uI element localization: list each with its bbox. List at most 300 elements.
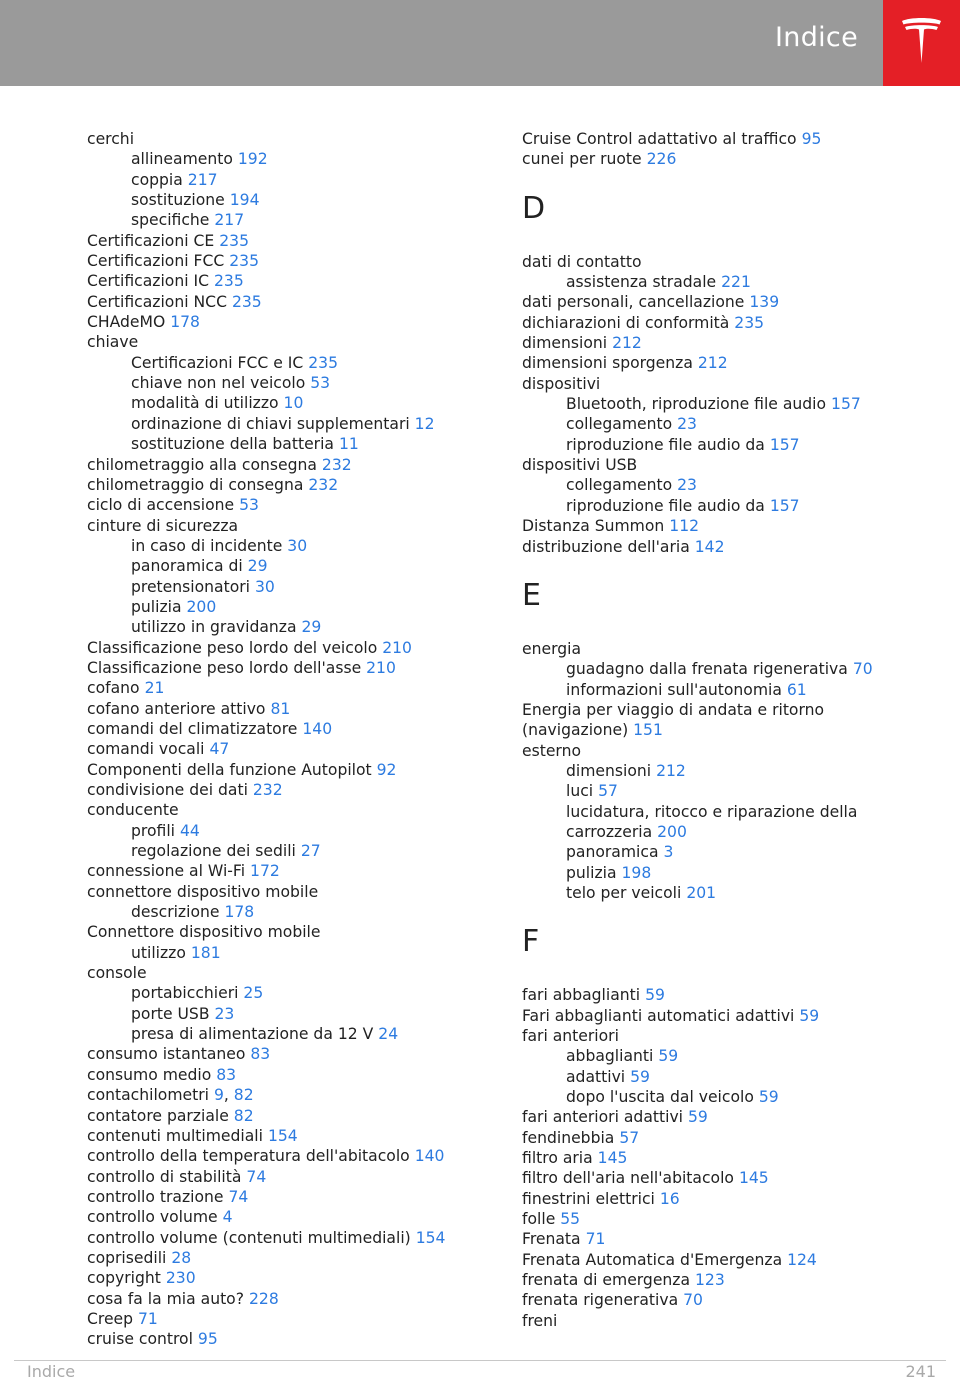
index-term: panoramica	[566, 843, 659, 862]
page-reference-link[interactable]: 145	[597, 1149, 628, 1168]
index-subentry	[522, 802, 873, 822]
index-subentry	[87, 821, 445, 841]
index-term: conducente	[87, 801, 179, 820]
page-reference-link[interactable]: 71	[585, 1230, 606, 1249]
index-letter-heading: D	[522, 190, 546, 226]
index-term: collegamento	[566, 476, 673, 495]
page-reference-link[interactable]: 74	[228, 1187, 249, 1206]
page-reference-link[interactable]: 21	[144, 679, 165, 698]
page-reference-link[interactable]: 200	[186, 597, 217, 616]
index-term: dimensioni sporgenza	[522, 354, 693, 373]
brand-logo-box	[883, 0, 960, 86]
page-reference-link[interactable]: 25	[243, 984, 264, 1003]
index-entry	[522, 1250, 873, 1270]
index-entry	[522, 252, 873, 272]
page-reference-link[interactable]: 92	[376, 760, 397, 779]
index-term: ordinazione di chiavi supplementari	[131, 414, 410, 433]
page-reference-link[interactable]: 210	[382, 638, 412, 657]
index-entry	[87, 1207, 445, 1227]
page-reference-link[interactable]: 28	[171, 1248, 192, 1267]
index-entry	[87, 719, 445, 739]
page-reference-link[interactable]: 53	[310, 374, 331, 393]
index-term: fari abbaglianti	[522, 986, 641, 1005]
page-reference-link[interactable]: 212	[656, 761, 686, 780]
index-term: cosa fa la mia auto?	[87, 1289, 245, 1308]
page-reference-link[interactable]: 235	[231, 292, 262, 311]
page-reference-link[interactable]: 74	[246, 1167, 267, 1186]
index-entry	[522, 1311, 873, 1331]
index-term: controllo della temperatura dell'abitacolo	[87, 1147, 410, 1166]
index-entry	[87, 882, 445, 902]
index-entry	[522, 374, 873, 394]
index-term: cofano	[87, 679, 140, 698]
index-subentry	[522, 435, 873, 455]
page-reference-link[interactable]: 140	[302, 719, 333, 738]
index-subentry	[87, 170, 445, 190]
page-reference-link[interactable]: 23	[677, 415, 697, 434]
index-term: (navigazione)	[522, 721, 629, 740]
index-entry	[522, 1209, 873, 1229]
index-entry	[87, 699, 445, 719]
index-term: fari anteriori	[522, 1027, 619, 1045]
page-reference-link[interactable]: 212	[697, 354, 728, 373]
index-entry	[87, 1309, 445, 1329]
index-subentry	[522, 394, 873, 414]
page-reference-link[interactable]: 112	[669, 517, 700, 536]
index-entry	[87, 1329, 445, 1349]
page-reference-link[interactable]: 83	[216, 1065, 237, 1084]
index-entry	[87, 1167, 445, 1187]
page-reference-link[interactable]: 145	[738, 1169, 769, 1188]
page-reference-link[interactable]: 16	[659, 1189, 680, 1208]
page-reference-link[interactable]: 83	[250, 1045, 271, 1064]
index-term: descrizione	[131, 903, 220, 922]
index-entry	[522, 985, 873, 1005]
index-entry	[87, 1126, 445, 1146]
index-term: Frenata Automatica d'Emergenza	[522, 1250, 783, 1269]
page-reference-link[interactable]: 178	[224, 903, 255, 922]
index-term: folle	[522, 1210, 556, 1229]
index-entry	[87, 1248, 445, 1268]
index-term: chiave non nel veicolo	[131, 374, 306, 393]
page-reference-link[interactable]: 157	[769, 496, 800, 515]
footer-divider	[14, 1360, 946, 1361]
page-reference-link[interactable]: 24	[378, 1025, 399, 1044]
index-term: chilometraggio alla consegna	[87, 455, 317, 474]
index-entry	[522, 1270, 873, 1290]
index-entry	[87, 760, 445, 780]
page-reference-link[interactable]: 194	[229, 191, 260, 210]
index-entry	[87, 780, 445, 800]
index-term: Certificazioni NCC	[87, 292, 227, 311]
page-reference-link[interactable]: 178	[170, 313, 200, 332]
index-entry	[87, 495, 445, 515]
index-entry	[522, 516, 873, 536]
index-entry	[87, 1106, 445, 1126]
index-term: collegamento	[566, 415, 673, 434]
page-reference-link[interactable]: 232	[252, 781, 283, 799]
page-reference-link[interactable]: 235	[229, 252, 260, 271]
page-reference-link[interactable]: 9	[213, 1086, 224, 1105]
index-term: controllo trazione	[87, 1187, 224, 1206]
index-term: consumo istantaneo	[87, 1045, 246, 1064]
index-term: connessione al Wi-Fi	[87, 862, 246, 881]
index-column-left	[87, 129, 445, 1350]
page-reference-link[interactable]: 59	[658, 1047, 679, 1066]
index-term: frenata di emergenza	[522, 1271, 691, 1290]
index-entry	[522, 1290, 873, 1310]
page-reference-link[interactable]: 232	[321, 455, 352, 474]
page-reference-link[interactable]: 59	[630, 1067, 650, 1086]
page-reference-link[interactable]: 172	[250, 862, 280, 881]
index-entry	[522, 353, 873, 373]
index-term: guadagno dalla frenata rigenerativa	[566, 660, 848, 679]
index-subentry	[522, 781, 873, 801]
index-term: carrozzeria	[566, 822, 653, 841]
page-reference-link[interactable]: 59	[799, 1006, 820, 1025]
index-term: sostituzione	[131, 191, 225, 210]
page-reference-link[interactable]: 139	[749, 293, 780, 312]
index-term: adattivi	[566, 1067, 626, 1086]
index-subentry	[87, 556, 445, 576]
index-term: Creep	[87, 1309, 134, 1328]
page-reference-link[interactable]: 81	[270, 699, 291, 718]
page-reference-link[interactable]: 57	[619, 1128, 640, 1147]
index-subentry	[522, 659, 873, 679]
page-reference-link[interactable]: 201	[686, 883, 717, 902]
page-reference-link[interactable]: 70	[852, 660, 873, 679]
page-reference-link[interactable]: 123	[695, 1271, 725, 1290]
page-reference-link[interactable]: 212	[612, 334, 642, 353]
page-reference-link[interactable]: 228	[248, 1289, 279, 1308]
page-reference-link[interactable]: 3	[663, 843, 674, 862]
index-subentry	[522, 761, 873, 781]
index-subentry	[522, 475, 873, 495]
index-term: controllo volume	[87, 1208, 218, 1227]
index-term: dati personali, cancellazione	[522, 293, 745, 312]
index-subentry	[522, 842, 873, 862]
page-reference-link[interactable]: 44	[179, 821, 200, 840]
index-entry	[87, 800, 445, 820]
page-reference-link[interactable]: 55	[560, 1210, 581, 1229]
index-entry	[522, 1189, 873, 1209]
index-term: Connettore dispositivo mobile	[87, 923, 321, 942]
index-term: contachilometri	[87, 1086, 209, 1105]
page-reference-link[interactable]: 53	[239, 496, 259, 515]
index-subentry	[87, 617, 445, 637]
index-subentry	[87, 1024, 445, 1044]
index-entry	[87, 129, 445, 149]
page-title: Indice	[775, 22, 858, 53]
index-subentry	[87, 841, 445, 861]
index-term: controllo volume (contenuti multimediali)	[87, 1228, 411, 1247]
index-entry	[87, 922, 445, 942]
index-entry: contachilometri 9, 82	[87, 1086, 254, 1105]
index-term: dispositivi	[522, 374, 601, 393]
index-entry	[522, 537, 873, 557]
page-reference-link[interactable]: 95	[197, 1330, 218, 1349]
page-reference-link[interactable]: 95	[801, 130, 822, 148]
page-reference-link[interactable]: 232	[308, 475, 339, 494]
page-reference-link[interactable]: 210	[366, 658, 396, 677]
page-reference-link[interactable]: 230	[165, 1269, 196, 1288]
index-letter-heading: E	[522, 577, 541, 613]
index-term: fari anteriori adattivi	[522, 1108, 684, 1127]
index-entry	[87, 271, 445, 291]
page-reference-link[interactable]: 82	[233, 1086, 254, 1105]
page-reference-link[interactable]: 70	[683, 1291, 703, 1310]
index-term: in caso di incidente	[131, 536, 283, 555]
page-reference-link[interactable]: 221	[721, 273, 751, 292]
index-term: ciclo di accensione	[87, 496, 235, 515]
index-term: Classificazione peso lordo del veicolo	[87, 638, 378, 657]
index-entry	[522, 1107, 873, 1127]
index-term: filtro aria	[522, 1149, 593, 1168]
index-term: Energia per viaggio di andata e ritorno	[522, 700, 825, 719]
index-subentry	[87, 1004, 445, 1024]
index-entry	[87, 1065, 445, 1085]
index-term: Bluetooth, riproduzione file audio	[566, 395, 827, 414]
index-term: allineamento	[131, 150, 233, 169]
index-entry	[87, 678, 445, 698]
index-entry	[522, 1229, 873, 1249]
index-term: filtro dell'aria nell'abitacolo	[522, 1169, 734, 1188]
index-term: finestrini elettrici	[522, 1189, 655, 1208]
index-entry	[87, 231, 445, 251]
index-subentry	[87, 353, 445, 373]
index-term: cofano anteriore attivo	[87, 699, 266, 718]
page-reference-link[interactable]: 192	[237, 150, 268, 169]
page-reference-link[interactable]: 235	[219, 231, 249, 250]
index-term: connettore dispositivo mobile	[87, 882, 319, 901]
index-term: controllo di stabilità	[87, 1167, 242, 1186]
page-reference-link[interactable]: 226	[646, 150, 677, 169]
page-reference-link[interactable]: 59	[645, 986, 665, 1005]
index-term: cerchi	[87, 130, 135, 148]
page-reference-link[interactable]: 217	[187, 170, 218, 189]
index-term: assistenza stradale	[566, 273, 717, 292]
index-term: coppia	[131, 170, 183, 189]
index-entry	[87, 963, 445, 983]
index-subentry	[87, 536, 445, 556]
index-entry	[522, 720, 873, 740]
index-entry	[87, 739, 445, 759]
index-term: utilizzo	[131, 943, 186, 962]
page-reference-link[interactable]: 82	[233, 1106, 254, 1125]
index-entry	[87, 1228, 445, 1248]
index-subentry	[522, 1067, 873, 1087]
page-reference-link[interactable]: 59	[758, 1088, 779, 1107]
page-reference-link[interactable]: 23	[677, 476, 697, 495]
index-subentry	[87, 149, 445, 169]
page-reference-link[interactable]: 61	[786, 680, 807, 699]
index-subentry	[522, 883, 873, 903]
index-term: console	[87, 964, 147, 983]
index-term: utilizzo in gravidanza	[131, 618, 297, 637]
index-subentry	[87, 597, 445, 617]
index-term: dopo l'uscita dal veicolo	[566, 1088, 754, 1107]
index-subentry	[87, 190, 445, 210]
index-entry	[522, 1026, 873, 1046]
page-reference-link[interactable]: 154	[267, 1126, 298, 1145]
index-term: pulizia	[131, 597, 182, 616]
page-reference-link[interactable]: 30	[254, 577, 275, 596]
page-header	[0, 0, 960, 86]
index-term: abbaglianti	[566, 1047, 654, 1066]
index-subentry	[87, 983, 445, 1003]
page-reference-link[interactable]: 23	[214, 1004, 235, 1023]
index-term: condivisione dei dati	[87, 781, 248, 799]
page-reference-link[interactable]: 140	[414, 1147, 445, 1166]
index-entry	[87, 1146, 445, 1166]
page-reference-link[interactable]: 47	[209, 740, 230, 759]
index-term: presa di alimentazione da 12 V	[131, 1025, 374, 1044]
index-subentry	[522, 414, 873, 434]
index-term: Fari abbaglianti automatici adattivi	[522, 1006, 795, 1025]
index-term: lucidatura, ritocco e riparazione della	[566, 802, 858, 821]
index-entry	[87, 292, 445, 312]
index-subentry	[522, 496, 873, 516]
index-term: contatore parziale	[87, 1106, 229, 1125]
page-reference-link[interactable]: 142	[694, 537, 725, 556]
index-term: cinture di sicurezza	[87, 516, 239, 535]
index-entry	[87, 658, 445, 678]
footer-section-label: Indice	[27, 1362, 76, 1381]
index-subentry	[522, 1046, 873, 1066]
index-term: Classificazione peso lordo dell'asse	[87, 658, 362, 677]
page-reference-link[interactable]: 29	[247, 557, 268, 576]
index-term: fendinebbia	[522, 1128, 615, 1147]
index-entry	[522, 1006, 873, 1026]
page-reference-link[interactable]: 59	[687, 1108, 708, 1127]
index-term: coprisedili	[87, 1248, 167, 1267]
index-term: frenata rigenerativa	[522, 1291, 679, 1310]
index-term: regolazione dei sedili	[131, 842, 296, 861]
page-reference-link[interactable]: 151	[633, 721, 663, 740]
page-reference-link[interactable]: 124	[787, 1250, 817, 1269]
index-subentry	[522, 863, 873, 883]
page-reference-link[interactable]: 154	[415, 1228, 446, 1247]
footer-page-number: 241	[905, 1362, 936, 1381]
page-reference-link[interactable]: 10	[283, 394, 304, 413]
index-column-right	[522, 129, 873, 1331]
index-entry	[522, 313, 873, 333]
index-term: distribuzione dell'aria	[522, 537, 690, 556]
index-term: cunei per ruote	[522, 150, 642, 169]
index-term: sostituzione della batteria	[131, 435, 334, 454]
page-reference-link[interactable]: 200	[657, 822, 687, 841]
page-reference-link[interactable]: 57	[598, 782, 618, 801]
index-term: Cruise Control adattativo al traffico	[522, 130, 797, 148]
page-reference-link[interactable]: 157	[769, 435, 800, 454]
index-term: specifiche	[131, 211, 210, 230]
index-subentry	[87, 210, 445, 230]
page-reference-link[interactable]: 198	[621, 863, 652, 882]
page-reference-link[interactable]: 235	[308, 353, 338, 372]
index-term: informazioni sull'autonomia	[566, 680, 782, 699]
index-entry	[87, 332, 445, 352]
index-term: dati di contatto	[522, 252, 642, 271]
index-entry	[87, 1187, 445, 1207]
index-term: modalità di utilizzo	[131, 394, 279, 413]
index-entry	[522, 149, 873, 169]
page-reference-link[interactable]: 181	[190, 943, 221, 962]
page-reference-link[interactable]: 29	[301, 618, 322, 637]
index-term: pretensionatori	[131, 577, 250, 596]
index-entry	[522, 700, 873, 720]
index-term: luci	[566, 782, 594, 801]
index-subentry	[522, 272, 873, 292]
index-term: esterno	[522, 741, 581, 760]
page-reference-link[interactable]: 235	[734, 313, 765, 332]
index-subentry	[87, 393, 445, 413]
index-entry	[87, 861, 445, 881]
index-term: panoramica di	[131, 557, 243, 576]
index-entry	[522, 639, 873, 659]
page-reference-link[interactable]: 4	[222, 1208, 233, 1227]
index-entry	[522, 129, 873, 149]
index-subentry	[87, 943, 445, 963]
index-entry	[87, 516, 445, 536]
index-term: Distanza Summon	[522, 517, 665, 536]
page-reference-link[interactable]: 157	[831, 395, 861, 414]
index-entry	[87, 455, 445, 475]
page-reference-link[interactable]: 71	[138, 1309, 158, 1328]
index-term: profili	[131, 821, 175, 840]
index-term: copyright	[87, 1269, 161, 1288]
index-subentry	[87, 434, 445, 454]
index-term: dichiarazioni di conformità	[522, 313, 730, 332]
index-subentry	[522, 1087, 873, 1107]
index-subentry	[522, 822, 873, 842]
index-term: Componenti della funzione Autopilot	[87, 760, 372, 779]
index-term: comandi del climatizzatore	[87, 719, 298, 738]
index-entry	[87, 251, 445, 271]
index-term: porte USB	[131, 1004, 210, 1023]
page-reference-link[interactable]: 235	[213, 272, 244, 291]
page-reference-link[interactable]: 27	[300, 842, 321, 861]
page-reference-link[interactable]: 217	[214, 211, 245, 230]
index-subentry	[87, 577, 445, 597]
index-subentry	[87, 414, 445, 434]
index-term: CHAdeMO	[87, 313, 166, 332]
page-reference-link[interactable]: 11	[338, 435, 359, 454]
index-entry	[522, 1148, 873, 1168]
index-term: Certificazioni IC	[87, 272, 210, 291]
index-term: dimensioni	[566, 761, 652, 780]
index-term: contenuti multimediali	[87, 1126, 263, 1145]
index-entry	[87, 312, 445, 332]
index-term: dispositivi USB	[522, 456, 638, 475]
page-reference-link[interactable]: 30	[287, 536, 308, 555]
index-entry	[522, 1128, 873, 1148]
index-term: dimensioni	[522, 334, 608, 353]
index-term: chiave	[87, 333, 139, 352]
tesla-t-logo-icon	[900, 15, 943, 67]
index-subentry	[87, 373, 445, 393]
index-entry	[522, 333, 873, 353]
index-term: chilometraggio di consegna	[87, 475, 304, 494]
index-term: freni	[522, 1311, 558, 1330]
page-reference-link[interactable]: 12	[414, 414, 435, 433]
index-term: Frenata	[522, 1230, 581, 1249]
index-term: Certificazioni FCC	[87, 252, 225, 271]
index-term: portabicchieri	[131, 984, 239, 1003]
index-term: Certificazioni CE	[87, 231, 215, 250]
index-term: telo per veicoli	[566, 883, 682, 902]
index-term: pulizia	[566, 863, 617, 882]
index-entry	[87, 1268, 445, 1288]
